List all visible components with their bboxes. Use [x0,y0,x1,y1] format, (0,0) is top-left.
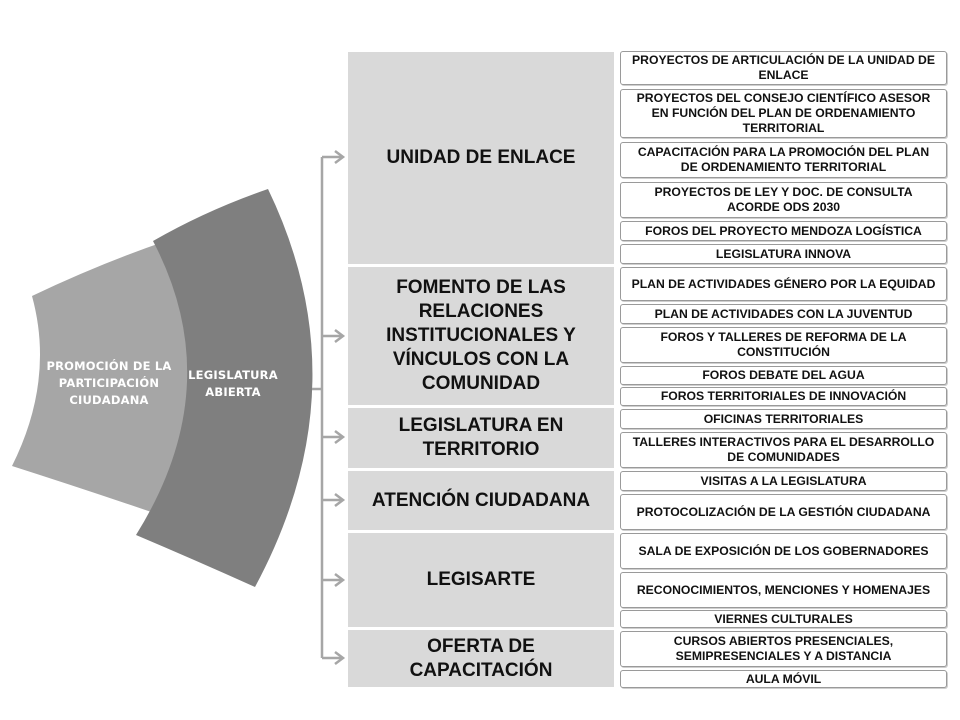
item-label: CURSOS ABIERTOS PRESENCIALES, SEMIPRESENCIALES Y A DISTANCIA [673,634,894,663]
item-label: PROTOCOLIZACIÓN DE LA GESTIÓN CIUDADANA [636,504,931,519]
item-box [620,89,947,138]
item-box [620,244,947,264]
item-box [620,366,947,385]
item-label: SALA DE EXPOSICIÓN DE LOS GOBERNADORES [638,543,929,558]
item-label: PROYECTOS DEL CONSEJO CIENTÍFICO ASESOR EN FUNCIÓN DEL PLAN DE ORDENAMIENTO TERRITORIAL [636,91,931,135]
item-box [620,387,947,406]
item-box [620,409,947,429]
connector-lines [312,151,343,664]
item-box [620,304,947,324]
item-label: FOROS TERRITORIALES DE INNOVACIÓN [660,389,907,403]
item-label: CAPACITACIÓN PARA LA PROMOCIÓN DEL PLAN DE ORDENAMIENTO TERRITORIAL [637,145,930,174]
item-label: PLAN DE ACTIVIDADES CON LA JUVENTUD [654,306,913,321]
item-label: PLAN DE ACTIVIDADES GÉNERO POR LA EQUIDAD [631,276,936,291]
item-label: OFICINAS TERRITORIALES [703,411,864,426]
item-box [620,51,947,85]
category-label: LEGISARTE [426,569,536,590]
item-box [620,494,947,530]
item-box [620,631,947,667]
category-legislatura-territorio [348,408,614,468]
category-label: LEGISLATURA EN TERRITORIO [398,415,564,460]
item-box [620,572,947,608]
category-unidad-enlace [348,52,614,264]
open-legislature-label: LEGISLATURA ABIERTA [188,368,278,399]
category-atencion-ciudadana [348,471,614,530]
category-oferta-capacitacion [348,630,614,687]
item-box [620,267,947,301]
item-label: VISITAS A LA LEGISLATURA [700,473,867,488]
category-fomento-relaciones [348,267,614,405]
item-label: VIERNES CULTURALES [714,611,853,626]
item-box [620,327,947,363]
participation-label: PROMOCIÓN DE LA PARTICIPACIÓN CIUDADANA [46,359,172,407]
item-label: FOROS DEL PROYECTO MENDOZA LOGÍSTICA [645,223,922,238]
category-label: ATENCIÓN CIUDADANA [371,489,591,511]
item-label: LEGISLATURA INNOVA [715,246,852,261]
item-box [620,610,947,628]
item-box [620,670,947,688]
item-box [620,221,947,241]
category-label: OFERTA DE CAPACITACIÓN [409,635,553,681]
item-label: RECONOCIMIENTOS, MENCIONES Y HOMENAJES [636,582,931,597]
item-box [620,432,947,468]
item-box [620,533,947,569]
item-label: PROYECTOS DE ARTICULACIÓN DE LA UNIDAD DE ENLACE [632,53,935,82]
item-box [620,471,947,491]
category-legisarte [348,533,614,627]
item-box [620,182,947,218]
item-label: FOROS Y TALLERES DE REFORMA DE LA CONSTITUCIÓN [660,330,907,359]
category-label: UNIDAD DE ENLACE [386,147,576,168]
item-label: TALLERES INTERACTIVOS PARA EL DESARROLLO DE COMUNIDADES [632,435,935,464]
item-label: AULA MÓVIL [745,671,822,686]
item-label: PROYECTOS DE LEY Y DOC. DE CONSULTA ACORDE ODS 2030 [654,185,913,214]
item-label: FOROS DEBATE DEL AGUA [702,368,865,382]
category-label: FOMENTO DE LAS RELACIONES INSTITUCIONALES Y VÍNCULOS CON LA COMUNIDAD [386,277,576,394]
item-box [620,142,947,178]
